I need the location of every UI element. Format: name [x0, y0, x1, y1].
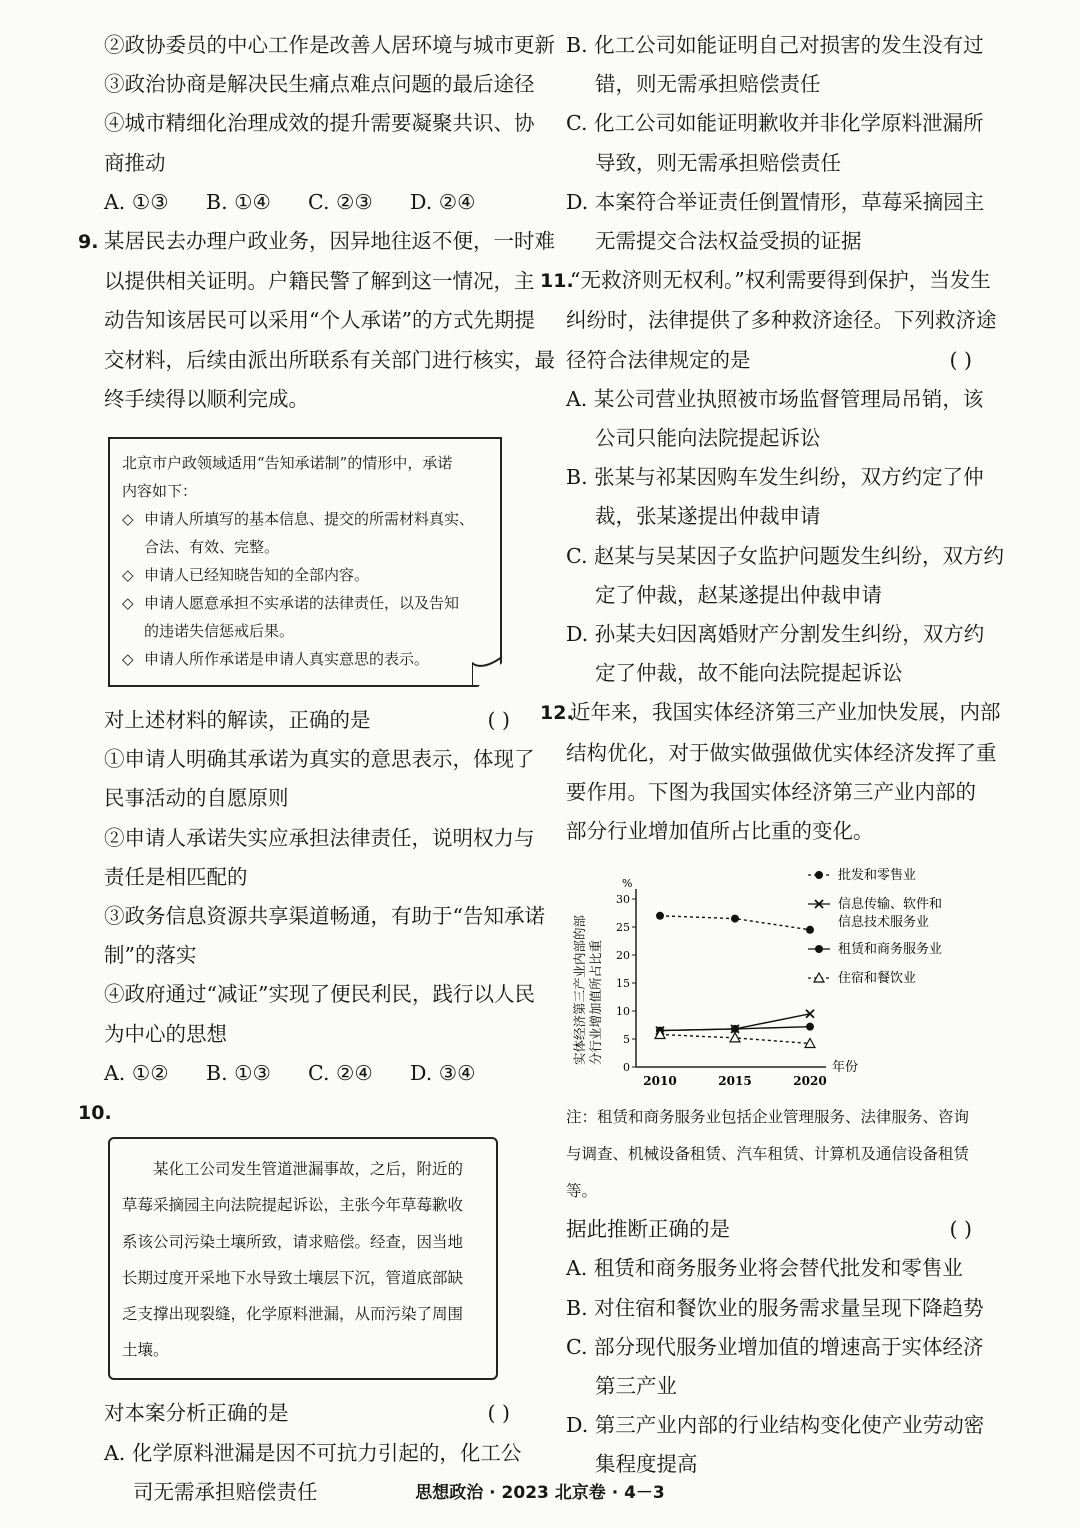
q11-stem-line: 11.“无救济则无权利。”权利需要得到保护，当发生 [540, 261, 980, 301]
y-tick-label: 20 [616, 949, 630, 963]
box-intro: 内容如下： [122, 482, 198, 501]
x-tick-label: 2010 [643, 1074, 677, 1089]
q11-option: 定了仲裁，故不能向法院提起诉讼 [595, 661, 903, 686]
q12-stem-line: 结构优化，对于做实做强做优实体经济发挥了重 [566, 740, 997, 765]
x-tick-label: 2015 [718, 1074, 752, 1089]
choice-a[interactable]: A. ①③ [104, 189, 169, 214]
q8-option: ②政协委员的中心工作是改善人居环境与城市更新 [104, 33, 555, 57]
fold-icon [472, 657, 502, 687]
y-axis-label: 实体经济第三产业内部的部 [572, 915, 587, 1066]
box-line: 土壤。 [122, 1341, 169, 1360]
y-tick-label: 25 [616, 921, 630, 935]
q9-option: 为中心的思想 [104, 1021, 227, 1046]
box-item: ◇ 申请人所填写的基本信息、提交的所需材料真实、 合法、有效、完整。 [122, 505, 484, 561]
q12-option: A. 租赁和商务服务业将会替代批发和零售业 [566, 1256, 963, 1281]
q9-stem-line: 动告知该居民可以采用“个人承诺”的方式先期提 [104, 308, 535, 333]
q10-material-box [108, 1137, 498, 1380]
box-line: 某化工公司发生管道泄漏事故，之后，附近的 [122, 1160, 464, 1179]
y-tick-label: 0 [623, 1061, 630, 1075]
q11-option: 裁，张某遂提出仲裁申请 [595, 504, 821, 529]
diamond-icon: ◇ [122, 594, 134, 613]
q9-stem-line: 9. 某居民去办理户政业务，因异地往返不便，一时难 [78, 222, 518, 262]
q12-stem-line: 要作用。下图为我国实体经济第三产业内部的 [566, 779, 976, 804]
q10-option: 司无需承担赔偿责任 [133, 1479, 318, 1504]
q12-option: C. 部分现代服务业增加值的增速高于实体经济 [566, 1334, 984, 1359]
box-line: 乏支撑出现裂缝，化学原料泄漏，从而污染了周围 [122, 1305, 464, 1324]
q9-choices [78, 1054, 518, 1093]
legend-label: 住宿和餐饮业 [838, 971, 917, 987]
q9-option: ②申请人承诺失实应承担法律责任，说明权力与 [104, 825, 535, 850]
q11-stem-line: 纠纷时，法律提供了多种救济途径。下列救济途 [566, 308, 997, 333]
right-column [540, 26, 1004, 1485]
choice-d[interactable]: D. ②④ [410, 189, 476, 214]
q12-option: B. 对住宿和餐饮业的服务需求量呈现下降趋势 [566, 1295, 984, 1320]
legend-marker [815, 945, 823, 953]
q11-option: 公司只能向法院提起诉讼 [595, 426, 821, 451]
diamond-icon: ◇ [122, 566, 134, 585]
box-item: ◇ 申请人所作承诺是申请人真实意思的表示。 [122, 645, 484, 673]
y-axis-label: 分行业增加值所占比重 [588, 940, 603, 1066]
q10-option: 导致，则无需承担赔偿责任 [595, 150, 841, 175]
q10-option: B. 化工公司如能证明自己对损害的发生没有过 [566, 33, 984, 57]
q11-option: A. 某公司营业执照被市场监督管理局吊销，该 [566, 386, 984, 411]
chart-note: 注：租赁和商务服务业包括企业管理服务、法律服务、咨询与调查、机械设备租赁、汽车租赁、计算机及通信设备租赁等。 [566, 1108, 970, 1201]
q12-stem-line: 部分行业增加值所占比重的变化。 [566, 819, 874, 844]
diamond-icon: ◇ [122, 650, 134, 669]
q10-option: C. 化工公司如能证明歉收并非化学原料泄漏所 [566, 111, 984, 136]
q10-option: D. 本案符合举证责任倒置情形，草莓采摘园主 [566, 189, 985, 214]
q9-option: ①申请人明确其承诺为真实的意思表示，体现了 [104, 747, 535, 772]
box-intro: 北京市户政领域适用“告知承诺制”的情形中，承诺 [122, 454, 453, 473]
q9-stem-line: 交材料，后续由派出所联系有关部门进行核实，最 [104, 347, 555, 372]
q10-number-line [78, 1093, 518, 1133]
q11-option: D. 孙某夫妇因离婚财产分割发生纠纷，双方约 [566, 622, 985, 647]
y-tick-label: 15 [616, 977, 630, 991]
x-axis-label: 年份 [832, 1060, 859, 1076]
data-point [730, 1033, 740, 1042]
q11-number: 11. [540, 270, 574, 293]
box-line: 草莓采摘园主向法院提起诉讼，主张今年草莓歉收 [122, 1196, 464, 1215]
q10-option: 无需提交合法权益受损的证据 [595, 229, 862, 254]
box-item: ◇ 申请人已经知晓告知的全部内容。 [122, 561, 484, 589]
q9-option: ③政务信息资源共享渠道畅通，有助于“告知承诺 [104, 904, 545, 929]
legend-label: 信息传输、软件和 [838, 897, 943, 913]
choice-b[interactable]: B. ①③ [206, 1060, 271, 1085]
q8-choices [78, 183, 518, 222]
q11-option: 定了仲裁，赵某遂提出仲裁申请 [595, 582, 882, 607]
box-line: 系该公司污染土壤所致，请求赔偿。经查，因当地 [122, 1232, 464, 1251]
data-point [806, 926, 814, 934]
choice-a[interactable]: A. ①② [104, 1060, 169, 1085]
q8-option: ③政治协商是解决民生痛点难点问题的最后途径 [104, 72, 535, 97]
q12-option: D. 第三产业内部的行业结构变化使产业劳动密 [566, 1413, 985, 1438]
q12-question: 据此推断正确的是 ( ) [566, 1217, 972, 1242]
choice-d[interactable]: D. ③④ [410, 1060, 476, 1085]
q9-option: 民事活动的自愿原则 [104, 786, 289, 811]
q11-option: C. 赵某与吴某因子女监护问题发生纠纷，双方约 [566, 543, 1004, 568]
q9-option: 责任是相匹配的 [104, 864, 248, 889]
q9-option: ④政府通过“减证”实现了便民利民，践行以人民 [104, 982, 535, 1007]
legend-marker [815, 871, 823, 879]
q10-question: 对本案分析正确的是 ( ) [104, 1401, 510, 1426]
box-line: 长期过度开采地下水导致土壤层下沉，管道底部缺 [122, 1268, 464, 1287]
data-point [731, 915, 739, 923]
page-footer: 思想政治 · 2023 北京卷 · 4－3 [415, 1483, 665, 1503]
legend-label: 信息技术服务业 [838, 915, 930, 931]
y-tick-label: 30 [616, 893, 630, 907]
y-tick-label: 10 [616, 1005, 630, 1019]
q9-stem-line: 终手续得以顺利完成。 [104, 386, 309, 411]
q11-stem-line: 径符合法律规定的是 ( ) [566, 347, 972, 372]
q9-number: 9. [78, 231, 99, 254]
choice-b[interactable]: B. ①④ [206, 189, 271, 214]
diamond-icon: ◇ [122, 510, 134, 529]
chart-svg [540, 859, 980, 1099]
q10-number: 10. [78, 1102, 112, 1125]
q12-option: 第三产业 [595, 1374, 677, 1399]
q9-material-box [108, 437, 502, 687]
data-point [806, 1023, 814, 1031]
q12-option: 集程度提高 [595, 1452, 698, 1477]
legend-label: 租赁和商务服务业 [838, 942, 943, 958]
choice-c[interactable]: C. ②③ [308, 189, 373, 214]
box-item: ◇ 申请人愿意承担不实承诺的法律责任，以及告知 的违诺失信惩戒后果。 [122, 589, 484, 645]
legend-label: 批发和零售业 [838, 868, 917, 884]
q12-stem-line: 12.近年来，我国实体经济第三产业加快发展，内部 [540, 693, 980, 733]
choice-c[interactable]: C. ②④ [308, 1060, 373, 1085]
q10-option: A. 化学原料泄漏是因不可抗力引起的，化工公 [104, 1440, 522, 1465]
x-tick-label: 2020 [793, 1074, 827, 1089]
y-tick-label: 5 [623, 1033, 630, 1047]
q11-option: B. 张某与祁某因购车发生纠纷，双方约定了仲 [566, 465, 984, 490]
y-unit-label: % [622, 877, 633, 891]
line-chart [540, 859, 980, 1099]
data-point [656, 912, 664, 920]
q12-number: 12. [540, 702, 574, 725]
q8-option: ④城市精细化治理成效的提升需要凝聚共识、协 [104, 111, 535, 136]
q10-option: 错，则无需承担赔偿责任 [595, 72, 821, 97]
q9-stem-line: 以提供相关证明。户籍民警了解到这一情况，主 [104, 269, 535, 294]
q9-question: 对上述材料的解读，正确的是 ( ) [104, 708, 510, 733]
q8-option: 商推动 [104, 150, 166, 175]
q9-option: 制”的落实 [104, 943, 197, 968]
